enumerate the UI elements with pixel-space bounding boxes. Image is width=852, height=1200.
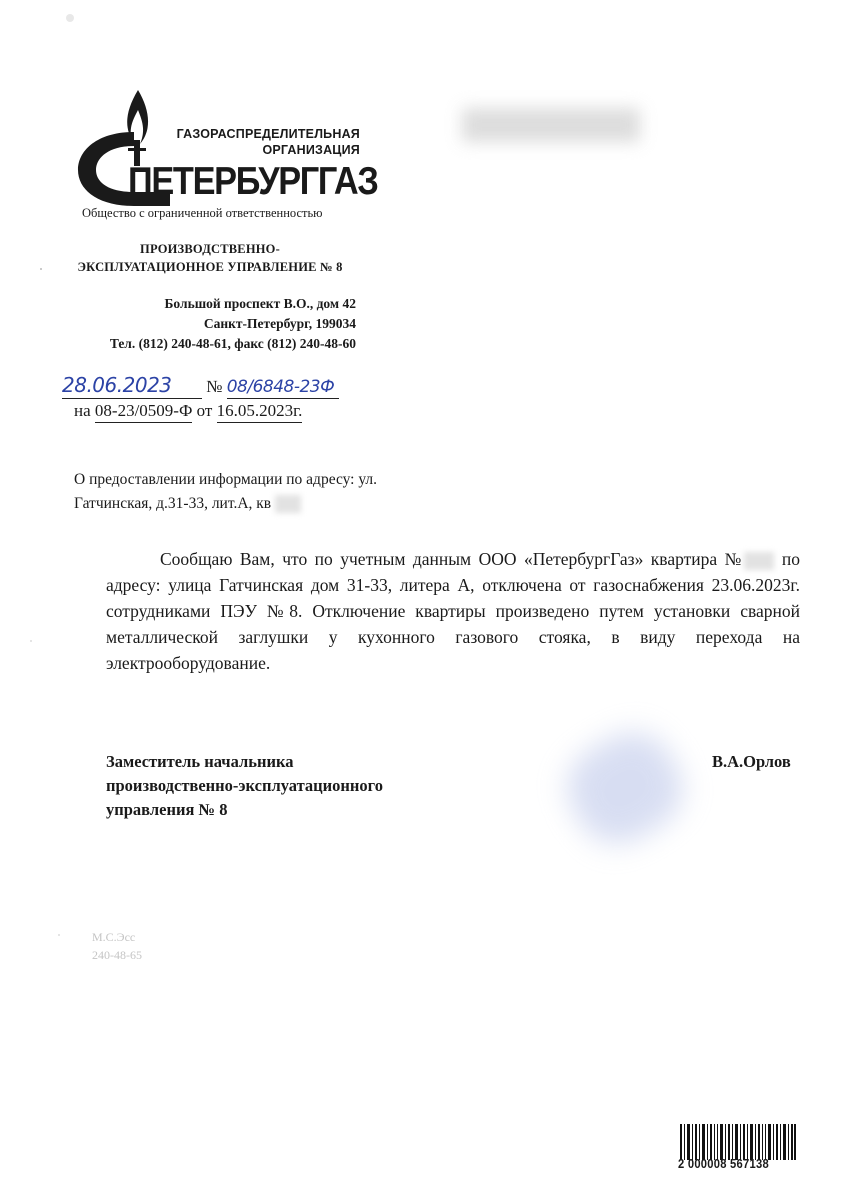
redacted-apartment-number: [744, 552, 774, 570]
scan-speck: [66, 14, 74, 22]
signatory-name: В.А.Орлов: [712, 752, 791, 771]
handwritten-date: 28.06.2023: [62, 373, 172, 397]
letter-subject: О предоставлении информации по адресу: ул. Гатчинская, д.31-33, лит.А, кв: [74, 471, 378, 512]
outgoing-reference: [62, 374, 339, 399]
number-label: №: [206, 377, 223, 396]
handwritten-number: 08/6848-23Ф: [226, 377, 335, 397]
org-type-label: ГАЗОРАСПРЕДЕЛИТЕЛЬНАЯ ОРГАНИЗАЦИЯ: [176, 127, 360, 157]
scan-speck: [30, 640, 32, 642]
signatory-title: Заместитель начальника производственно-эксплуатационного управления № 8: [106, 752, 383, 819]
company-name: ПЕТЕРБУРГГАЗ: [128, 160, 378, 203]
redacted-apartment: [275, 495, 301, 513]
barcode-icon: [680, 1124, 796, 1160]
department-name: ПРОИЗВОДСТВЕННО- ЭКСПЛУАТАЦИОННОЕ УПРАВЛЕНИЕ № 8: [77, 242, 343, 274]
incoming-reference: на 08-23/0509-Ф от 16.05.2023г.: [74, 400, 302, 423]
incoming-date: 16.05.2023г.: [217, 400, 303, 423]
barcode-number: 2 000008 567138: [678, 1156, 769, 1171]
redacted-addressee: [462, 108, 640, 142]
scan-speck: [40, 268, 42, 270]
letter-body: Сообщаю Вам, что по учетным данным ООО «ПетербургГаз» квартира № по адресу: улица Гатчинская дом 31-33, литера А, отключена от газоснабжения 23.06.2023г. сотрудниками ПЭУ №8. Отключение квартиры произведено путем установки сварной металлической заглушки у кухонного газового стояка, в виду перехода на электрооборудование.: [106, 549, 800, 673]
signature-image: [552, 717, 697, 859]
company-legal-form: Общество с ограниченной ответственностью: [82, 206, 323, 220]
scan-speck: [58, 934, 60, 936]
incoming-number: 08-23/0509-Ф: [95, 400, 192, 423]
sender-address: Большой проспект В.О., дом 42 Санкт-Петербург, 199034 Тел. (812) 240-48-61, факс (812) 240-48-60: [109, 296, 356, 351]
executor-info: М.С.Эсс 240-48-65: [92, 930, 142, 962]
